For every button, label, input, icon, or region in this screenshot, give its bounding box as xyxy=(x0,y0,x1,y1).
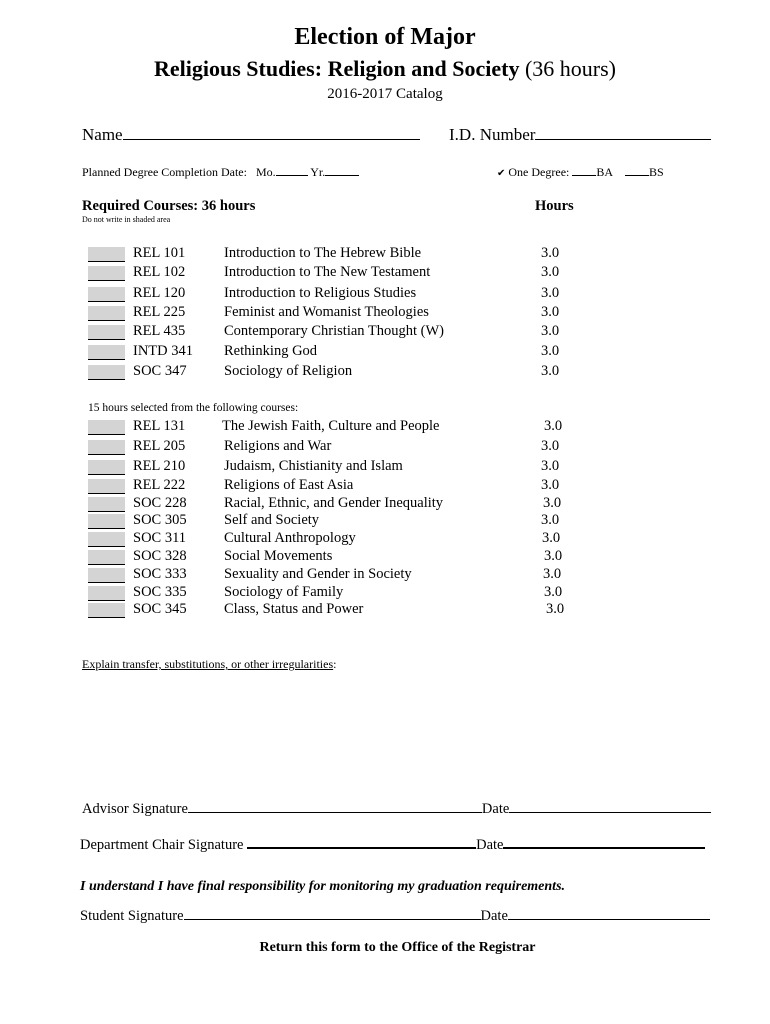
course-hours: 3.0 xyxy=(541,477,560,493)
month-label: Mo. xyxy=(255,165,276,179)
course-title: Introduction to The Hebrew Bible xyxy=(224,245,422,261)
shaded-entry-box xyxy=(88,440,125,455)
course-code: REL 131 xyxy=(133,418,186,434)
course-title: Sexuality and Gender in Society xyxy=(224,566,412,582)
course-code: REL 225 xyxy=(133,304,186,320)
course-title: The Jewish Faith, Culture and People xyxy=(222,418,440,434)
course-hours: 3.0 xyxy=(543,566,562,582)
hours-heading: Hours xyxy=(535,198,574,214)
course-title: Self and Society xyxy=(224,512,320,528)
shaded-entry-box xyxy=(88,586,125,601)
shaded-entry-box xyxy=(88,550,125,565)
student-signature-line[interactable] xyxy=(184,905,481,920)
irregularities-input-area[interactable] xyxy=(82,675,712,785)
year-label: Yr. xyxy=(310,165,326,179)
form-title: Election of Major xyxy=(294,24,476,50)
shaded-entry-box xyxy=(88,345,125,360)
course-code: SOC 345 xyxy=(133,601,187,617)
course-hours: 3.0 xyxy=(544,548,563,564)
course-title: Sociology of Family xyxy=(224,584,344,600)
chair-signature-label: Department Chair Signature xyxy=(80,837,244,853)
completion-date-field xyxy=(82,164,359,180)
name-field xyxy=(82,125,420,145)
year-input-line[interactable] xyxy=(325,164,359,176)
course-title: Racial, Ethnic, and Gender Inequality xyxy=(224,495,444,511)
course-title: Rethinking God xyxy=(224,343,318,359)
student-date-line[interactable] xyxy=(508,905,710,920)
course-code: INTD 341 xyxy=(133,343,194,359)
form-subtitle xyxy=(0,56,770,82)
course-title: Judaism, Chistianity and Islam xyxy=(224,458,403,474)
month-input-line[interactable] xyxy=(276,164,308,176)
name-input-line[interactable] xyxy=(123,125,420,140)
shaded-entry-box xyxy=(88,479,125,494)
course-title: Religions and War xyxy=(224,438,332,454)
shaded-entry-box xyxy=(88,603,125,618)
course-hours: 3.0 xyxy=(541,245,560,261)
course-title: Introduction to Religious Studies xyxy=(224,285,417,301)
catalog-year: 2016-2017 Catalog xyxy=(327,86,443,102)
course-code: SOC 311 xyxy=(133,530,187,546)
course-title: Feminist and Womanist Theologies xyxy=(224,304,429,320)
student-signature-field xyxy=(80,905,710,925)
course-hours: 3.0 xyxy=(541,438,560,454)
shaded-entry-box xyxy=(88,460,125,475)
responsibility-statement: I understand I have final responsibility for monitoring my graduation requirements. xyxy=(80,879,566,894)
course-title: Introduction to The New Testament xyxy=(224,264,431,280)
course-code: REL 222 xyxy=(133,477,186,493)
bs-label: BS xyxy=(649,165,664,179)
course-code: SOC 305 xyxy=(133,512,187,528)
electives-heading: 15 hours selected from the following courses: xyxy=(88,402,299,414)
checkmark-icon: ✔ xyxy=(497,168,506,179)
shaded-entry-box xyxy=(88,306,125,321)
course-code: REL 435 xyxy=(133,323,186,339)
advisor-signature-line[interactable] xyxy=(188,798,482,813)
id-number-label: I.D. Number xyxy=(449,125,536,144)
course-title: Contemporary Christian Thought (W) xyxy=(224,323,445,339)
shaded-entry-box xyxy=(88,568,125,583)
course-hours: 3.0 xyxy=(544,418,563,434)
student-date-label: Date xyxy=(480,908,508,924)
course-code: REL 210 xyxy=(133,458,186,474)
shaded-entry-box xyxy=(88,287,125,302)
ba-input-line[interactable] xyxy=(572,164,596,176)
course-hours: 3.0 xyxy=(542,530,561,546)
course-code: REL 101 xyxy=(133,245,186,261)
advisor-signature-label: Advisor Signature xyxy=(82,801,188,817)
advisor-signature-field xyxy=(82,798,711,818)
course-title: Cultural Anthropology xyxy=(224,530,356,546)
course-code: REL 205 xyxy=(133,438,186,454)
completion-date-label: Planned Degree Completion Date: xyxy=(82,165,247,179)
course-hours: 3.0 xyxy=(541,304,560,320)
irregularities-colon: : xyxy=(333,657,337,671)
course-hours: 3.0 xyxy=(541,323,560,339)
name-label: Name xyxy=(82,125,123,144)
course-hours: 3.0 xyxy=(541,264,560,280)
course-code: REL 102 xyxy=(133,264,186,280)
course-title: Sociology of Religion xyxy=(224,363,353,379)
course-hours: 3.0 xyxy=(541,512,560,528)
course-code: REL 120 xyxy=(133,285,186,301)
shaded-entry-box xyxy=(88,420,125,435)
chair-signature-field xyxy=(80,833,705,854)
one-degree-label: One Degree: xyxy=(508,165,570,179)
irregularities-label: Explain transfer, substitutions, or other irregularities xyxy=(82,657,334,671)
course-hours: 3.0 xyxy=(541,458,560,474)
course-code: SOC 347 xyxy=(133,363,187,379)
course-hours: 3.0 xyxy=(544,584,563,600)
course-title: Religions of East Asia xyxy=(224,477,354,493)
major-name: Religious Studies: Religion and Society xyxy=(153,56,520,81)
shaded-area-note: Do not write in shaded area xyxy=(82,215,171,224)
chair-date-line[interactable] xyxy=(503,833,705,849)
chair-signature-line[interactable] xyxy=(247,833,476,849)
shaded-entry-box xyxy=(88,266,125,281)
course-code: SOC 228 xyxy=(133,495,187,511)
course-code: SOC 328 xyxy=(133,548,187,564)
shaded-entry-box xyxy=(88,247,125,262)
shaded-entry-box xyxy=(88,514,125,529)
course-title: Class, Status and Power xyxy=(224,601,364,617)
course-code: SOC 333 xyxy=(133,566,187,582)
course-code: SOC 335 xyxy=(133,584,187,600)
course-hours: 3.0 xyxy=(546,601,565,617)
id-number-field xyxy=(449,125,711,145)
course-hours: 3.0 xyxy=(541,343,560,359)
required-courses-heading: Required Courses: 36 hours xyxy=(82,198,256,214)
major-hours: (36 hours) xyxy=(519,56,617,81)
id-number-input-line[interactable] xyxy=(535,125,711,140)
shaded-entry-box xyxy=(88,365,125,380)
degree-field xyxy=(497,164,664,180)
shaded-entry-box xyxy=(88,497,125,512)
chair-date-label: Date xyxy=(476,837,504,853)
shaded-entry-box xyxy=(88,325,125,340)
return-instruction: Return this form to the Office of the Registrar xyxy=(259,940,536,955)
ba-label: BA xyxy=(596,165,614,179)
irregularities-field xyxy=(82,657,336,672)
course-hours: 3.0 xyxy=(541,285,560,301)
shaded-entry-box xyxy=(88,532,125,547)
course-hours: 3.0 xyxy=(543,495,562,511)
advisor-date-label: Date xyxy=(481,801,510,817)
course-hours: 3.0 xyxy=(541,363,560,379)
advisor-date-line[interactable] xyxy=(509,798,711,813)
bs-input-line[interactable] xyxy=(625,164,649,176)
student-signature-label: Student Signature xyxy=(80,908,184,924)
course-title: Social Movements xyxy=(224,548,333,564)
